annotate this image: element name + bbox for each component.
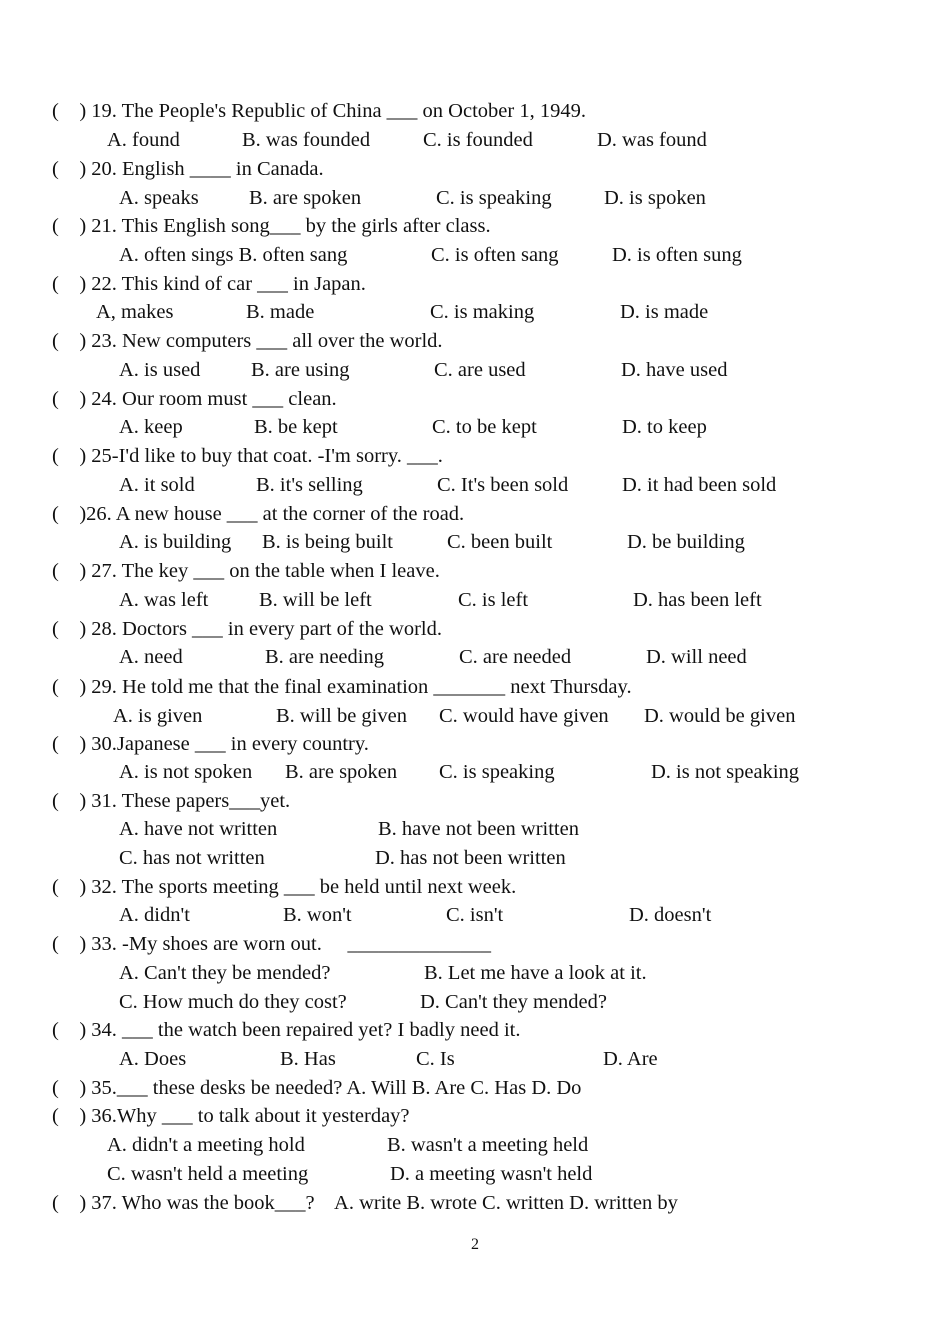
option-c: C. has not written: [119, 847, 265, 869]
question-33-options-cd: [0, 988, 950, 1016]
option-d: D. would be given: [644, 705, 796, 727]
question-25: ( ) 25-I'd like to buy that coat. -I'm sorry. ___.: [52, 445, 443, 467]
option-c: C. is left: [458, 589, 529, 611]
option-a: A. is given: [113, 705, 203, 727]
option-d: D. was found: [597, 129, 707, 151]
option-d: D. is made: [620, 301, 709, 323]
option-a: A. keep: [119, 416, 183, 438]
option-b: B. will be left: [259, 589, 372, 611]
question-30-options: [0, 758, 950, 786]
page-number: 2: [471, 1236, 479, 1253]
option-a-b: A. often sings B. often sang: [119, 244, 348, 266]
question-34: ( ) 34. ___ the watch been repaired yet? I badly need it.: [52, 1019, 521, 1041]
option-b: B. are using: [251, 359, 350, 381]
question-19-options: [0, 126, 950, 154]
question-29-options: [0, 702, 950, 730]
question-36-options-cd: [0, 1160, 950, 1188]
option-b: B. Let me have a look at it.: [424, 962, 647, 984]
option-a: A. didn't: [119, 904, 190, 926]
question-36: ( ) 36.Why ___ to talk about it yesterday?: [52, 1105, 410, 1127]
question-27: ( ) 27. The key ___ on the table when I leave.: [52, 560, 440, 582]
option-c: C. How much do they cost?: [119, 991, 347, 1013]
option-a: A. is building: [119, 531, 232, 553]
option-a: A. didn't a meeting hold: [107, 1134, 305, 1156]
option-b: B. it's selling: [256, 474, 363, 496]
option-c: C. is speaking: [436, 187, 552, 209]
option-c: C. is often sang: [431, 244, 559, 266]
option-a: A. Does: [119, 1048, 187, 1070]
question-24-options: [0, 413, 950, 441]
option-b: B. Has: [280, 1048, 336, 1070]
option-a: A. found: [107, 129, 180, 151]
option-d: D. has not been written: [375, 847, 566, 869]
option-c: C. is making: [430, 301, 535, 323]
option-b: B. is being built: [262, 531, 393, 553]
option-d: D. will need: [646, 646, 747, 668]
option-b: B. will be given: [276, 705, 407, 727]
option-d: D. be building: [627, 531, 745, 553]
question-30: ( ) 30.Japanese ___ in every country.: [52, 733, 369, 755]
question-23-options: [0, 356, 950, 384]
option-a: A. have not written: [119, 818, 278, 840]
question-31-options-ab: [0, 815, 950, 843]
option-b: B. was founded: [242, 129, 371, 151]
question-33-options-ab: [0, 959, 950, 987]
question-24: ( ) 24. Our room must ___ clean.: [52, 388, 337, 410]
question-28: ( ) 28. Doctors ___ in every part of the world.: [52, 618, 442, 640]
question-27-options: [0, 586, 950, 614]
question-32-options: [0, 901, 950, 929]
question-21: ( ) 21. This English song___ by the girls after class.: [52, 215, 491, 237]
option-b: B. be kept: [254, 416, 338, 438]
option-d: D. a meeting wasn't held: [390, 1163, 593, 1185]
question-31-options-cd: [0, 844, 950, 872]
question-20-options: [0, 184, 950, 212]
option-d: D. Are: [603, 1048, 658, 1070]
option-d: D. is spoken: [604, 187, 706, 209]
question-22-options: [0, 298, 950, 326]
question-19: ( ) 19. The People's Republic of China ___ on October 1, 1949.: [52, 100, 586, 122]
option-c: C. been built: [447, 531, 553, 553]
question-33: ( ) 33. -My shoes are worn out. ______________: [52, 933, 491, 955]
option-d: D. to keep: [622, 416, 707, 438]
question-26: ( )26. A new house ___ at the corner of the road.: [52, 503, 465, 525]
option-d: D. is often sung: [612, 244, 742, 266]
option-a: A. is used: [119, 359, 201, 381]
option-d: D. have used: [621, 359, 728, 381]
option-a: A. Can't they be mended?: [119, 962, 331, 984]
question-37: ( ) 37. Who was the book___? A. write B. wrote C. written D. written by: [52, 1192, 678, 1214]
question-22: ( ) 22. This kind of car ___ in Japan.: [52, 273, 366, 295]
question-34-options: [0, 1045, 950, 1073]
question-25-options: [0, 471, 950, 499]
option-c: C. It's been sold: [437, 474, 569, 496]
option-b: B. made: [246, 301, 315, 323]
option-a: A. it sold: [119, 474, 195, 496]
option-b: B. wasn't a meeting held: [387, 1134, 589, 1156]
option-b: B. are spoken: [285, 761, 398, 783]
option-c: C. isn't: [446, 904, 504, 926]
option-d: D. has been left: [633, 589, 762, 611]
question-36-options-ab: [0, 1131, 950, 1159]
option-a: A. need: [119, 646, 183, 668]
option-c: C. are used: [434, 359, 526, 381]
option-b: B. are needing: [265, 646, 384, 668]
question-26-options: [0, 528, 950, 556]
question-35: ( ) 35.___ these desks be needed? A. Will B. Are C. Has D. Do: [52, 1077, 582, 1099]
option-c: C. are needed: [459, 646, 572, 668]
question-28-options: [0, 643, 950, 671]
option-c: C. would have given: [439, 705, 609, 727]
question-32: ( ) 32. The sports meeting ___ be held until next week.: [52, 876, 517, 898]
option-b: B. have not been written: [378, 818, 579, 840]
option-d: D. Can't they mended?: [420, 991, 608, 1013]
option-a: A, makes: [96, 301, 174, 323]
option-c: C. to be kept: [432, 416, 537, 438]
option-a: A. was left: [119, 589, 209, 611]
question-29: ( ) 29. He told me that the final examination _______ next Thursday.: [52, 676, 632, 698]
option-c: C. is speaking: [439, 761, 555, 783]
question-31: ( ) 31. These papers___yet.: [52, 790, 291, 812]
question-23: ( ) 23. New computers ___ all over the world.: [52, 330, 443, 352]
option-c: C. is founded: [423, 129, 533, 151]
option-d: D. it had been sold: [622, 474, 777, 496]
option-a: A. is not spoken: [119, 761, 253, 783]
option-d: D. is not speaking: [651, 761, 800, 783]
option-b: B. won't: [283, 904, 352, 926]
option-b: B. are spoken: [249, 187, 362, 209]
question-20: ( ) 20. English ____ in Canada.: [52, 158, 324, 180]
option-c: C. wasn't held a meeting: [107, 1163, 309, 1185]
option-c: C. Is: [416, 1048, 455, 1070]
option-d: D. doesn't: [629, 904, 712, 926]
option-a: A. speaks: [119, 187, 199, 209]
question-21-options: [0, 241, 950, 269]
